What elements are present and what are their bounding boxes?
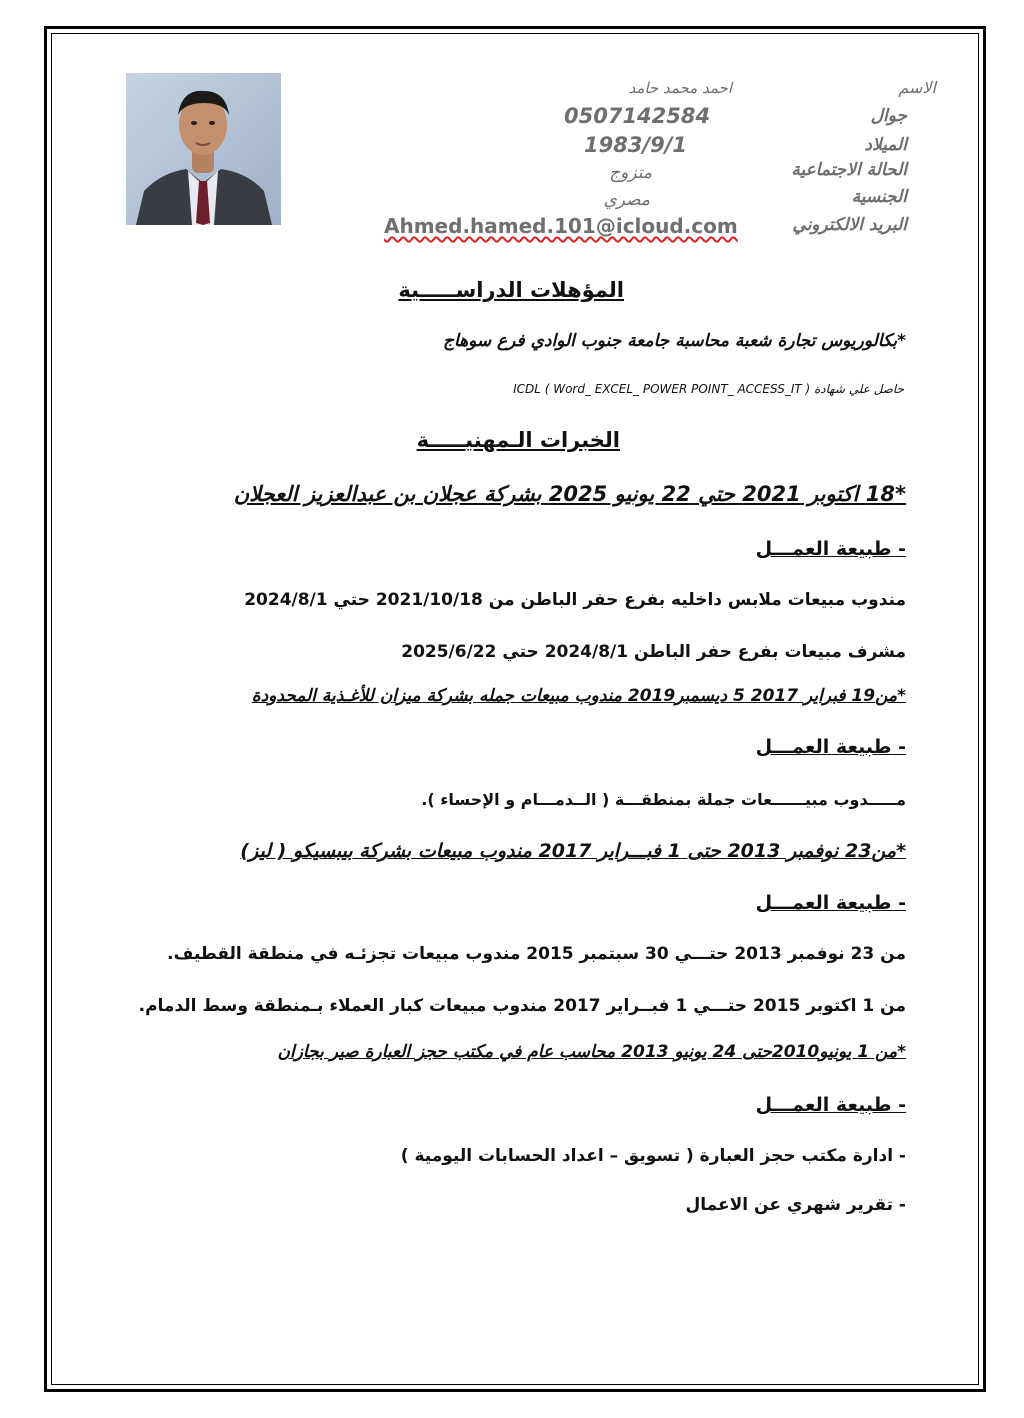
job1-heading: *18 اكتوبر 2021 حتي 22 يونيو 2025 بشركة عجلان بن عبدالعزيز العجلان xyxy=(233,482,906,506)
job1-nature-heading: - طبيعة العمـــل xyxy=(755,538,906,560)
job1-line2: مشرف مبيعات بفرع حفر الباطن 2024/8/1 حتي 2025/6/22 xyxy=(401,642,906,662)
experience-title: الخبرات الـمهنيـــــة xyxy=(416,428,620,452)
marital-label: الحالة الاجتماعية xyxy=(791,160,907,180)
marital-value: متزوج xyxy=(609,163,652,183)
job3-heading: *من23 نوفمبر 2013 حتى 1 فبـــراير 2017 مندوب مبيعات بشركة بيبسيكو ( ليز) xyxy=(240,840,906,862)
email-label: البريد الالكتروني xyxy=(792,215,907,235)
job4-line2: - تقرير شهري عن الاعمال xyxy=(685,1195,906,1215)
profile-photo xyxy=(126,73,281,225)
email-value[interactable]: Ahmed.hamed.101@icloud.com xyxy=(384,214,738,238)
job2-nature-heading: - طبيعة العمـــل xyxy=(755,736,906,758)
job1-line1: مندوب مبيعات ملابس داخليه بفرع حفر الباطن من 2021/10/18 حتي 2024/8/1 xyxy=(244,590,906,610)
job2-heading: *من19 فبراير 2017 5 ديسمبر2019 مندوب مبيعات جمله بشركة ميزان للأغـذية المحدودة xyxy=(251,686,906,706)
nationality-label: الجنسية xyxy=(851,187,907,207)
name-value: احمد محمد حامد xyxy=(628,79,732,97)
job3-line2: من 1 اكتوبر 2015 حتـــي 1 فبــراير 2017 مندوب مبيعات كبار العملاء بـمنطقة وسط الدمام. xyxy=(138,996,906,1016)
job4-heading: *من 1 يونيو2010حتى 24 يونيو 2013 محاسب عام في مكتب حجز العبارة صير بجازان xyxy=(277,1042,906,1062)
name-label: الاسم xyxy=(898,78,936,97)
job3-line1: من 23 نوفمبر 2013 حتـــي 30 سبتمبر 2015 مندوب مبيعات تجزئـه في منطقة القطيف. xyxy=(167,944,906,964)
job4-nature-heading: - طبيعة العمـــل xyxy=(755,1094,906,1116)
education-degree: *بكالوريوس تجارة شعبة محاسبة جامعة جنوب الوادي فرع سوهاج xyxy=(442,331,906,351)
nationality-value: مصري xyxy=(603,190,650,210)
birth-label: الميلاد xyxy=(864,135,907,155)
job3-nature-heading: - طبيعة العمـــل xyxy=(755,892,906,914)
job2-line1: مـــــدوب مبيــــــعات جملة بمنطقـــة ( الــدمـــام و الإحساء ). xyxy=(421,790,906,809)
mobile-value: 0507142584 xyxy=(564,104,711,128)
mobile-label: جوال xyxy=(870,106,907,126)
education-icdl: حاصل علي شهادة ICDL ( Word_ EXCEL_ POWER POINT_ ACCESS_IT ) xyxy=(513,382,904,396)
birth-value: 1983/9/1 xyxy=(584,133,688,157)
job4-line1: - ادارة مكتب حجز العبارة ( تسويق – اعداد الحسابات اليومية ) xyxy=(400,1146,906,1166)
education-title: المؤهلات الدراســـــية xyxy=(398,278,624,302)
